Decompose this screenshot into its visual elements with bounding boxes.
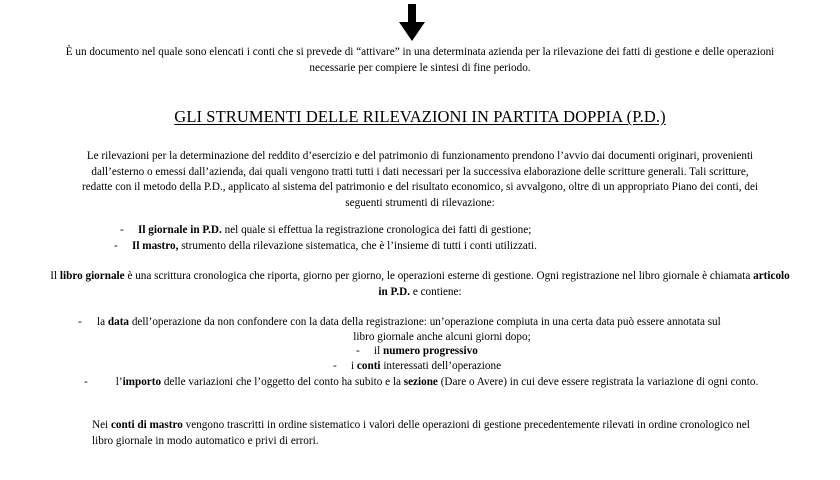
paragraph-rilevazioni: Le rilevazioni per la determinazione del reddito d’esercizio e del patrimonio di funzionamento prendono l’avvio dai documenti originari, provenienti dall’esterno o emessi dall’azienda, dai quali vengono tratti tutti i dati necessari per la successiva elaborazione delle scritture generali. Tali scritture, redatte con il metodo della P.D., applicato al sistema del patrimonio e del risultato economico, si avvalgono, oltre di un appropriato Piano dei conti, dei seguenti strumenti di rilevazione: [81, 150, 759, 209]
text-run: interessati dell’operazione [380, 360, 502, 372]
text-run: l’ [115, 376, 123, 388]
tool-item-mastro [114, 239, 714, 255]
bullet-dash: - [120, 224, 124, 236]
bullet-dash: - [333, 360, 337, 372]
tool-description: strumento della rilevazione sistematica, che è l’insieme di tutti i conti utilizzati. [178, 240, 537, 252]
bold-term: sezione [403, 376, 438, 388]
text-run: Nei [92, 419, 111, 431]
bold-term: data [107, 316, 130, 328]
text-run: è una scrittura cronologica che riporta, giorno per giorno, le operazioni esterne di gestione. Ogni registrazione nel libro giornale è chiamata [124, 270, 754, 282]
tool-item-giornale [120, 223, 720, 239]
text-run: il [374, 345, 384, 357]
content-item-conti [333, 359, 501, 375]
section-title: GLI STRUMENTI DELLE RILEVAZIONI IN PARTITA DOPPIA (P.D.) [174, 107, 666, 126]
down-arrow-icon [399, 4, 425, 42]
bullet-dash: - [114, 240, 118, 252]
bold-term: libro giornale [59, 270, 125, 282]
paragraph-mastro [92, 418, 772, 449]
bullet-dash: - [356, 345, 360, 357]
content-item-numero [356, 344, 478, 360]
content-item-data-continued: libro giornale anche alcuni giorni dopo; [353, 331, 531, 343]
bold-term: conti [356, 360, 381, 372]
tool-name: Il giornale in P.D. [138, 224, 222, 236]
tool-name: Il mastro, [132, 240, 179, 252]
bullet-dash: - [84, 376, 88, 388]
text-run: e contiene: [410, 285, 462, 298]
bold-term: importo [122, 376, 162, 388]
bullet-dash: - [78, 316, 82, 328]
text-run: (Dare o Avere) in cui deve essere registrata la variazione di ogni conto. [437, 376, 759, 388]
tool-description: nel quale si effettua la registrazione cronologica dei fatti di gestione; [221, 224, 532, 236]
content-item-data [97, 315, 787, 331]
text-run: dell’operazione da non confondere con la data della registrazione: un’operazione compiuta in una certa data può essere annotata sul [129, 316, 721, 328]
bold-term: articolo in P.D. [378, 270, 790, 298]
intro-paragraph: È un documento nel quale sono elencati i conti che si prevede di “attivare” in una determinata azienda per la rilevazione dei fatti di gestione e delle operazioni necessarie per compiere le sintesi di fine periodo. [65, 46, 775, 74]
text-run: vengono trascritti in ordine sistematico i valori delle operazioni di gestione precedentemente rilevati in ordine cronologico nel libro giornale in modo automatico e privi di errori. [92, 419, 750, 447]
bold-term: conti di mastro [110, 419, 183, 431]
text-run: la [97, 316, 108, 328]
paragraph-libro-giornale [50, 269, 790, 300]
text-run: i [351, 360, 357, 372]
bold-term: numero progressivo [383, 345, 478, 357]
content-item-importo [100, 375, 774, 391]
text-run: delle variazioni che l’oggetto del conto ha subito e la [161, 376, 404, 388]
text-run: Il [50, 270, 60, 282]
